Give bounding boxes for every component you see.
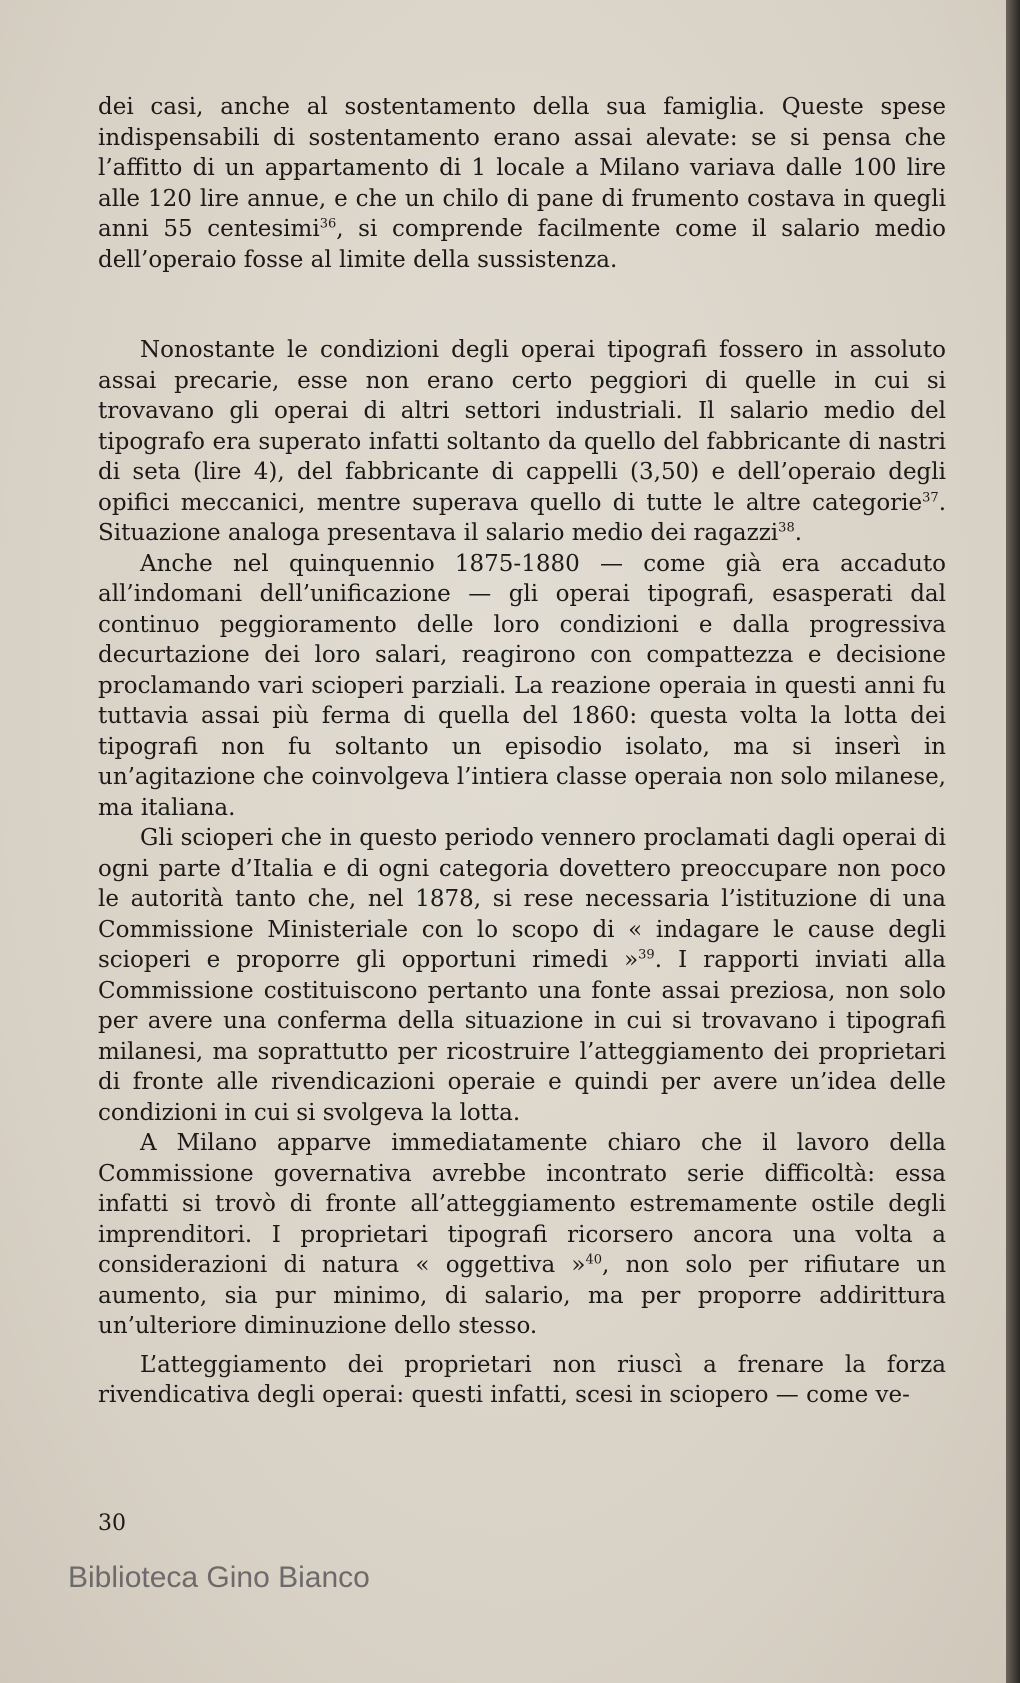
page-number: 30 [98, 1511, 126, 1536]
paragraph-4: Gli scioperi che in questo periodo vennero proclamati dagli operai di ogni parte d’Italia e di ogni categoria dovettero preoccupare non poco le autorità tanto che, nel 1878, si rese necessaria l’istituzione di una Commissione Ministeriale con lo scopo di « indagare le cause degli scioperi e proporre gli opportuni rimedi »$^{39}$. I rapporti inviati alla Commissione costituiscono pertanto una fonte assai preziosa, non solo per avere una conferma della situazione in cui si trovavano i tipografi milanesi, ma soprattutto per ricostruire l’atteggiamento dei proprietari di fronte alle rivendicazioni operaie e quindi per avere un’idea delle condizioni in cui si svolgeva la lotta. [98, 825, 946, 1126]
paragraph-6: L’atteggiamento dei proprietari non riuscì a frenare la forza rivendicativa degli operai: questi infatti, scesi in sciopero — come ve- [98, 1351, 946, 1408]
library-watermark: Biblioteca Gino Bianco [68, 1561, 370, 1594]
paragraph-1: dei casi, anche al sostentamento della sua famiglia. Queste spese indispensabili di sostentamento erano assai alevate: se si pensa che l’affitto di un appartamento di 1 locale a Milano variava dalle 100 lire alle 120 lire annue, e che un chilo di pane di frumento costava in quegli anni 55 centesimi$^{36}$, si comprende facilmente come il salario medio dell’operaio fosse al limite della sussistenza. [98, 94, 946, 273]
footnote-36: 36 [319, 216, 337, 232]
paragraph-2: Nonostante le condizioni degli operai tipografi fossero in assoluto assai precarie, esse non erano certo peggiori di quelle in cui si trovavano gli operai di altri settori industriali. Il salario medio del tipografo era superato infatti soltanto da quello del fabbricante di nastri di seta (lire 4), del fabbricante di cappelli (3,50) e dell’operaio degli opifici meccanici, mentre superava quello di tutte le altre categorie$^{37}$. Situazione analoga presentava il salario medio dei ragazzi$^{38}$. [98, 337, 946, 546]
page-edge-shadow [1006, 0, 1020, 1683]
footnote-37: 37 [922, 489, 939, 505]
footnote-38: 38 [778, 520, 795, 536]
body-text [98, 92, 946, 1411]
footnote-40: 40 [585, 1252, 603, 1268]
footnote-39: 39 [638, 947, 655, 963]
paragraph-3: Anche nel quinquennio 1875-1880 — come già era accaduto all’indomani dell’unificazione — gli operai tipografi, esasperati dal continuo peggioramento delle loro condizioni e dalla progressiva decurtazione dei loro salari, reagirono con compattezza e decisione proclamando vari scioperi parziali. La reazione operaia in questi anni fu tuttavia assai più ferma di quella del 1860: questa volta la lotta dei tipografi non fu soltanto un episodio isolato, ma si inserì in un’agitazione che coinvolgeva l’intiera classe operaia non solo milanese, ma italiana. [98, 550, 946, 821]
paragraph-5: A Milano apparve immediatamente chiaro che il lavoro della Commissione governativa avrebbe incontrato serie difficoltà: essa infatti si trovò di fronte all’atteggiamento estremamente ostile degli imprenditori. I proprietari tipografi ricorsero ancora una volta a considerazioni di natura « oggettiva »$^{40}$, non solo per rifiutare un aumento, sia pur minimo, di salario, ma per proporre addirittura un’ulteriore diminuzione dello stesso. [98, 1130, 947, 1339]
